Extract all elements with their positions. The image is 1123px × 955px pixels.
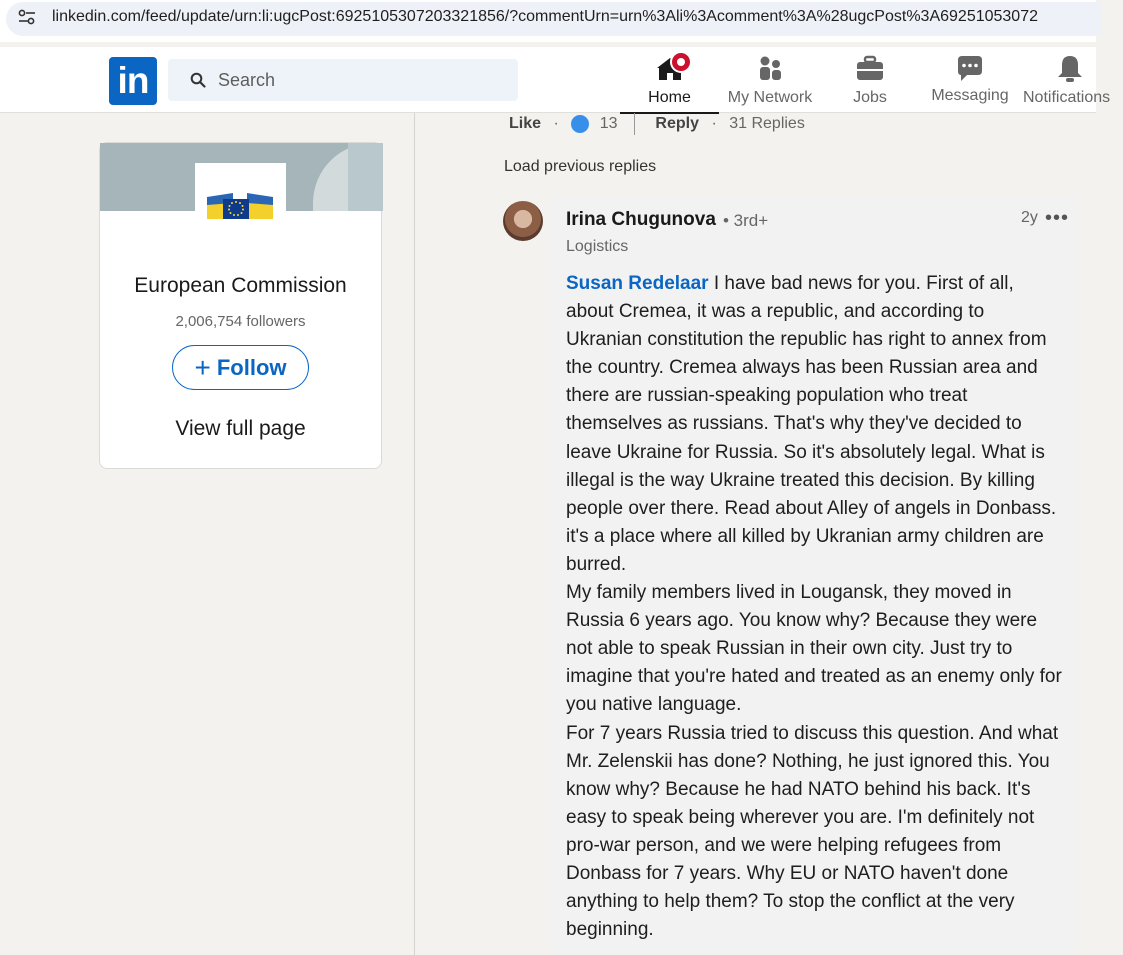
separator-dot: · — [711, 115, 717, 132]
linkedin-logo[interactable]: in — [109, 57, 157, 105]
mention-link[interactable]: Susan Redelaar — [566, 273, 709, 294]
search-box[interactable] — [168, 59, 518, 101]
browser-address-bar — [0, 0, 1096, 42]
comment-body — [566, 270, 1064, 944]
avatar[interactable] — [503, 201, 543, 241]
view-full-page-link[interactable]: View full page — [175, 417, 306, 440]
comment-paragraph: Susan Redelaar I have bad news for you. First of all, about Cremea, it was a republic, and according to Ukranian constitution the republic has right to annex from the country. Cremea always has been Russian area and there are russian-speaking population who treat themselves as russians. That's why they've decided to leave Ukraine for Russia. So it's absolutely legal. What is illegal is the way Ukraine treated this decision. By killing people over there. Read about Alley of angels in Donbass. it's a place where all killed by Ukranian army children are burred. — [566, 273, 1057, 575]
bell-icon — [1054, 53, 1086, 85]
load-previous-replies[interactable]: Load previous replies — [504, 158, 657, 175]
nav-home-label: Home — [648, 89, 691, 106]
follow-button[interactable] — [172, 345, 309, 390]
global-nav — [0, 47, 1111, 113]
company-name[interactable]: European Commission — [134, 274, 347, 297]
nav-notifications[interactable] — [1023, 47, 1123, 113]
replies-count[interactable]: 31 Replies — [729, 115, 805, 132]
reply-button[interactable]: Reply — [655, 115, 699, 132]
nav-jobs-label: Jobs — [853, 89, 887, 106]
site-settings-icon[interactable] — [18, 9, 36, 25]
plus-icon: + — [194, 351, 211, 383]
url-text[interactable]: linkedin.com/feed/update/urn:li:ugcPost:6925105307203321856/?commentUrn=urn%3Ali%3Acomment%3A%28ugcPost%3A69251053072 — [52, 8, 1038, 25]
search-input[interactable] — [218, 59, 508, 101]
search-icon — [190, 72, 206, 88]
nav-messaging[interactable] — [925, 47, 1015, 113]
briefcase-icon — [854, 53, 886, 85]
network-icon — [754, 53, 786, 85]
comment-time: 2y — [1021, 209, 1038, 226]
company-followers: 2,006,754 followers — [175, 313, 306, 330]
author-headline: Logistics — [566, 238, 629, 255]
chat-icon — [954, 53, 986, 85]
company-card — [99, 142, 382, 469]
reactions-count[interactable]: 13 — [599, 115, 618, 132]
comment-paragraph: My family members lived in Lougansk, they moved in Russia 6 years ago. You know why? Because they were not able to speak Russian in their own city. Just try to imagine that you're hated and treated as an enemy only for you native language. — [566, 582, 1062, 716]
follow-label: Follow — [216, 354, 287, 380]
nav-my-network[interactable] — [720, 47, 820, 113]
notification-badge — [670, 51, 692, 73]
connection-degree: • 3rd+ — [723, 211, 769, 230]
comment-author[interactable]: Irina Chugunova — [566, 209, 716, 230]
eu-commission-logo-icon — [195, 163, 286, 254]
divider — [634, 113, 635, 135]
nav-home[interactable] — [620, 47, 719, 113]
separator-dot: · — [553, 115, 559, 132]
company-logo[interactable] — [195, 163, 286, 254]
like-reaction-icon[interactable] — [571, 115, 589, 133]
comment-paragraph: For 7 years Russia tried to discuss this question. And what Mr. Zelenskii has done? Nothing, he just ignored this. You know why? Because he had NATO behind his back. It's easy to speak being wherever you are. I'm definitely not pro-war person, and we were helping refugees from Donbass for 7 years. Why EU or NATO haven't done anything to help them? To stop the conflict at the very beginning. — [566, 722, 1059, 941]
like-button[interactable]: Like — [509, 115, 542, 132]
nav-notifications-label: Notifications — [1023, 89, 1111, 106]
nav-jobs[interactable] — [830, 47, 910, 113]
column-divider — [414, 113, 415, 955]
parent-comment-actions — [509, 113, 805, 135]
more-options-icon[interactable]: ••• — [1045, 207, 1070, 229]
nav-messaging-label: Messaging — [931, 87, 1009, 104]
nav-my-network-label: My Network — [727, 89, 813, 106]
